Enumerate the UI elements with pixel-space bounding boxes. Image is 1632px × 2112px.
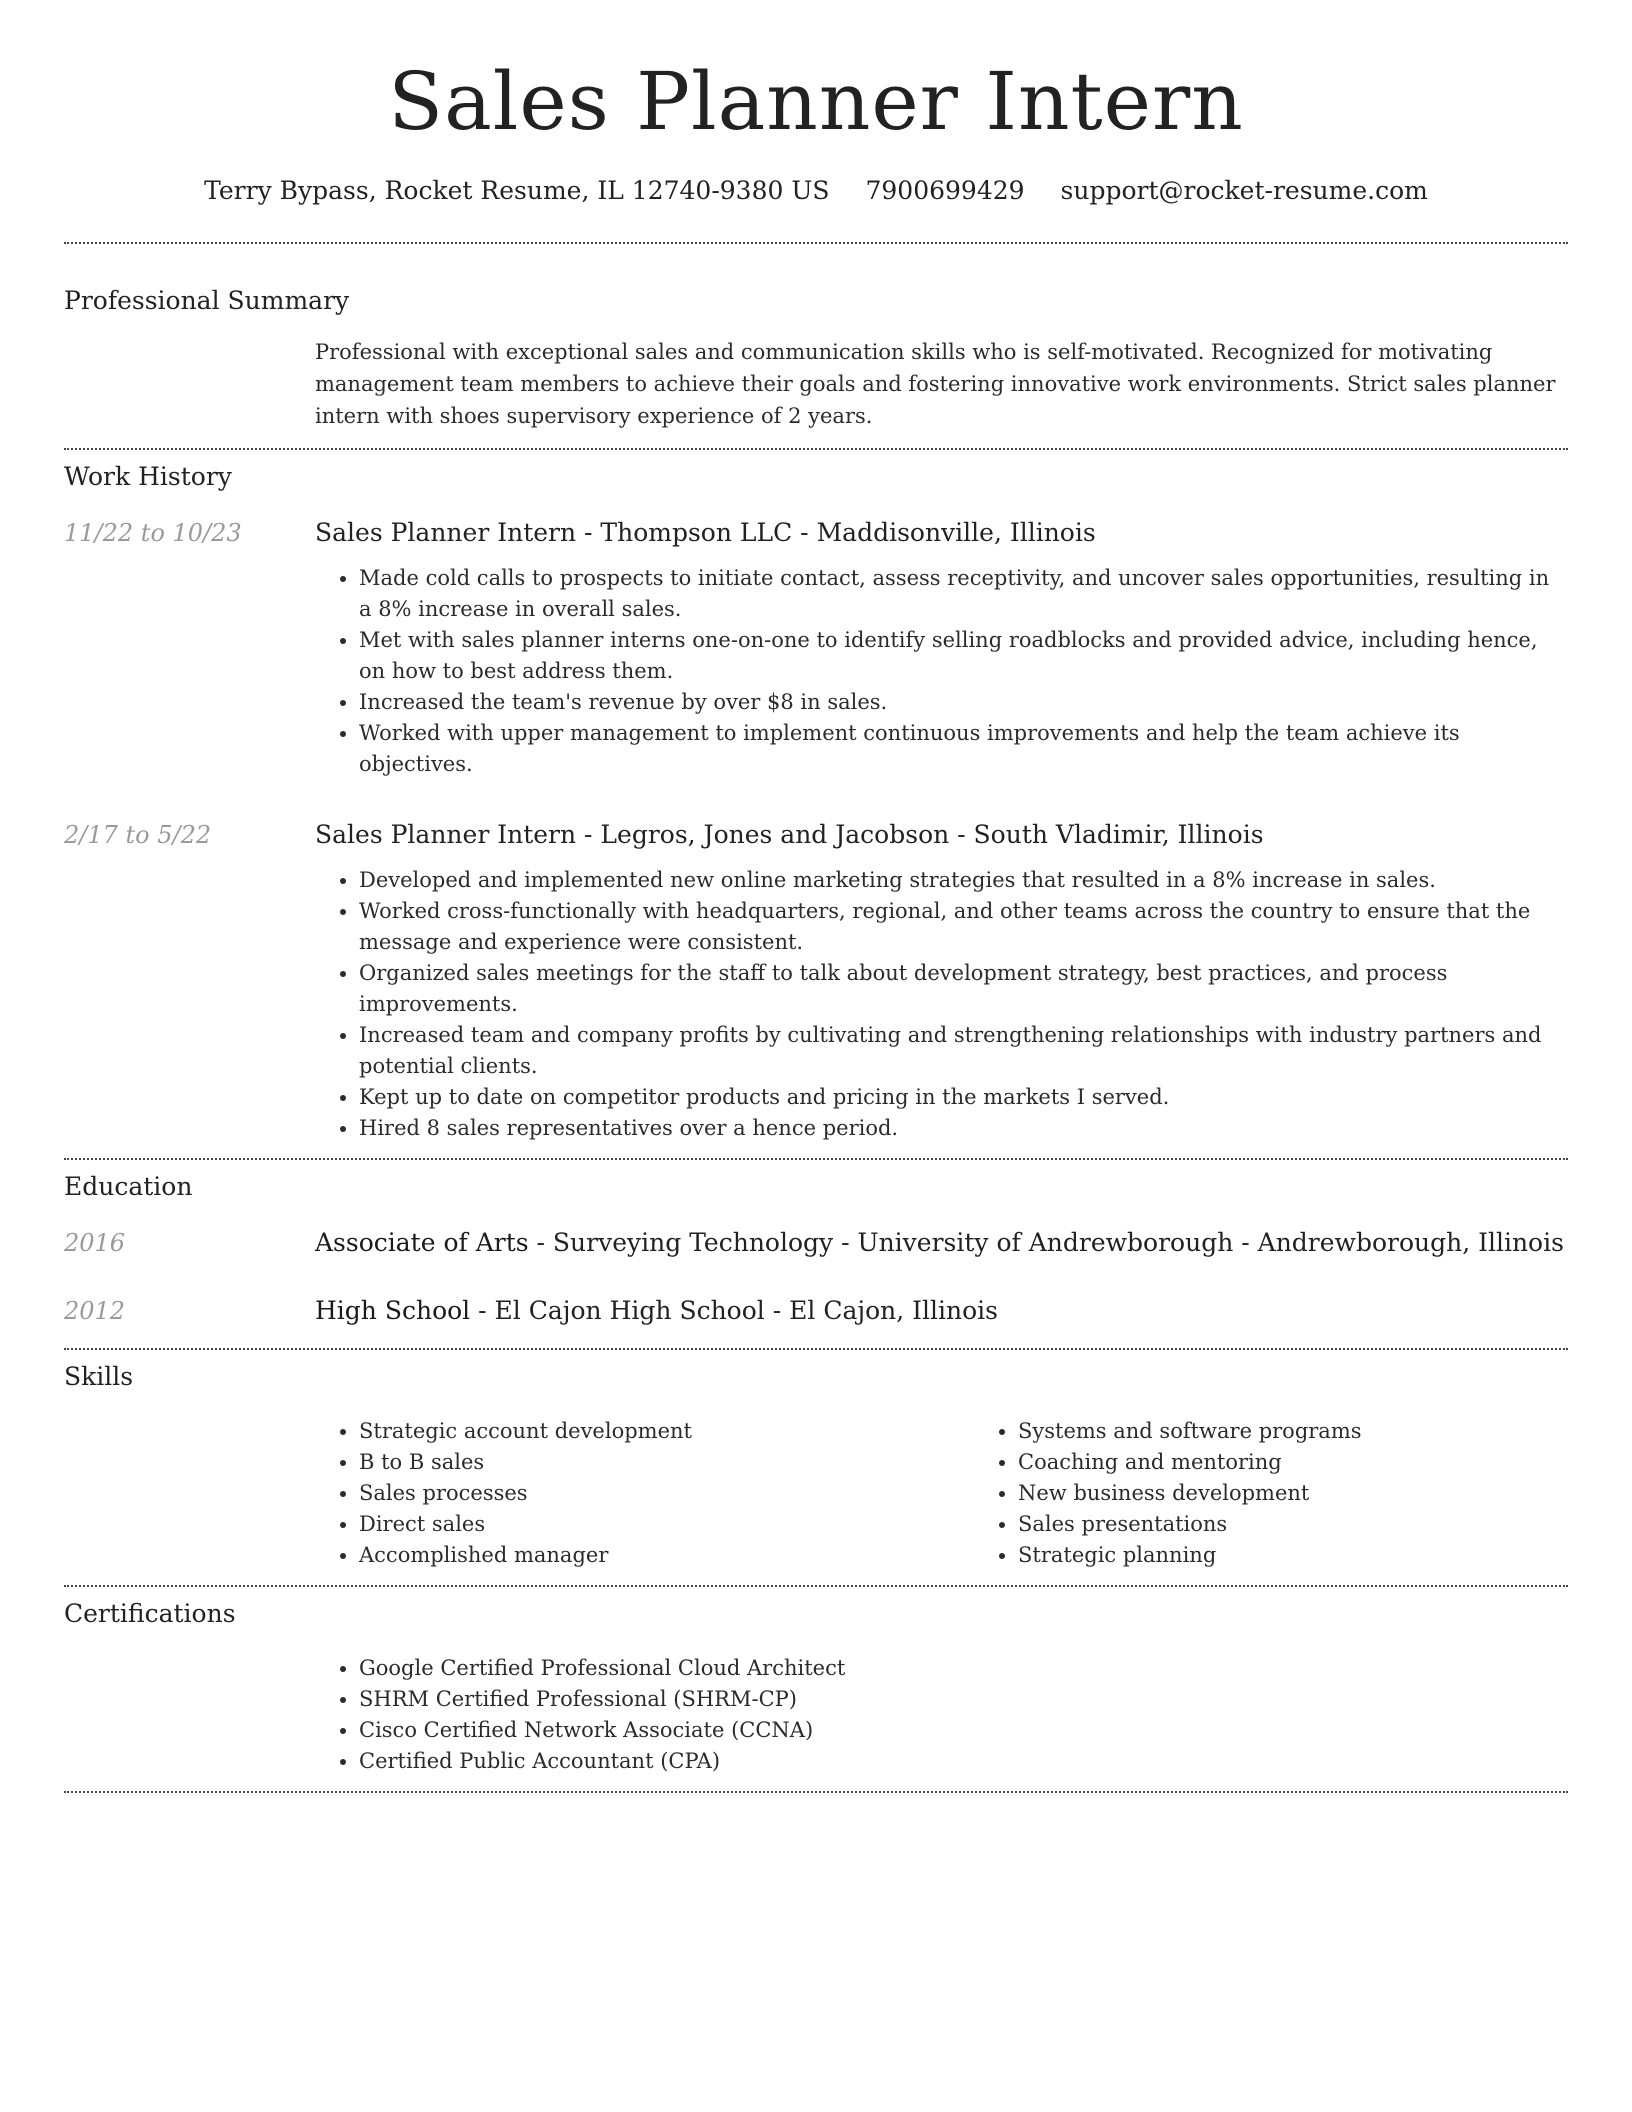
job-bullet: • Increased team and company profits by cultivating and strengthening relationships with industry partners and potential clients. bbox=[359, 1020, 1568, 1082]
divider bbox=[64, 1791, 1568, 1793]
skills-spacer bbox=[64, 1416, 315, 1571]
skills-section bbox=[64, 1360, 1568, 1571]
job-bullet: • Made cold calls to prospects to initiate contact, assess receptivity, and uncover sales opportunities, resulting in a 8% increase in overall sales. bbox=[359, 563, 1568, 625]
summary-spacer bbox=[64, 336, 315, 432]
certification-item: • Cisco Certified Network Associate (CCNA) bbox=[359, 1715, 1568, 1746]
education-details: - El Cajon High School - El Cajon, Illinois bbox=[470, 1296, 998, 1325]
divider bbox=[64, 1348, 1568, 1350]
divider bbox=[64, 448, 1568, 450]
job-dates: 11/22 to 10/23 bbox=[64, 519, 242, 547]
section-title-skills: Skills bbox=[64, 1362, 134, 1391]
resume-name: Sales Planner Intern bbox=[388, 55, 1244, 148]
summary-section bbox=[64, 284, 1568, 432]
section-title-summary: Professional Summary bbox=[64, 286, 350, 315]
section-title-certifications: Certifications bbox=[64, 1599, 236, 1628]
education-entry bbox=[64, 1294, 1568, 1328]
summary-text: Professional with exceptional sales and communication skills who is self-motivated. Recognized for motivating management team members to achieve their goals and fostering innovative work environments. Strict sales planner intern with shoes supervisory experience of 2 years. bbox=[315, 340, 1556, 428]
certifications-section bbox=[64, 1597, 1568, 1777]
contact-phone: 7900699429 bbox=[865, 176, 1025, 205]
contact-address: Terry Bypass, Rocket Resume, IL 12740-9380 US bbox=[204, 176, 830, 205]
skill-item: • Sales presentations bbox=[1018, 1509, 1632, 1540]
job-bullet: • Developed and implemented new online marketing strategies that resulted in a 8% increase in sales. bbox=[359, 865, 1568, 896]
job-dates: 2/17 to 5/22 bbox=[64, 821, 212, 849]
job-bullets bbox=[315, 563, 1568, 780]
education-year: 2016 bbox=[64, 1229, 126, 1257]
job-bullet: • Organized sales meetings for the staff to talk about development strategy, best practices, and process improvements. bbox=[359, 958, 1568, 1020]
job-bullets bbox=[315, 865, 1568, 1144]
skill-item: • B to B sales bbox=[359, 1447, 974, 1478]
education-section bbox=[64, 1170, 1568, 1328]
certifications-list bbox=[315, 1653, 1568, 1777]
divider bbox=[64, 1585, 1568, 1587]
skill-item: • Accomplished manager bbox=[359, 1540, 974, 1571]
work-history-section bbox=[64, 460, 1568, 1144]
job-entry bbox=[64, 818, 1568, 1144]
divider bbox=[64, 1158, 1568, 1160]
skills-list-left bbox=[315, 1416, 974, 1571]
contact-line bbox=[64, 174, 1568, 208]
section-title-education: Education bbox=[64, 1172, 193, 1201]
contact-email: support@rocket-resume.com bbox=[1060, 176, 1428, 205]
job-heading: Sales Planner Intern - Thompson LLC - Maddisonville, Illinois bbox=[315, 518, 1096, 547]
skill-item: • New business development bbox=[1018, 1478, 1632, 1509]
certification-item: • SHRM Certified Professional (SHRM-CP) bbox=[359, 1684, 1568, 1715]
job-bullet: • Worked cross-functionally with headquarters, regional, and other teams across the country to ensure that the message and experience were consistent. bbox=[359, 896, 1568, 958]
certification-item: • Certified Public Accountant (CPA) bbox=[359, 1746, 1568, 1777]
skill-item: • Coaching and mentoring bbox=[1018, 1447, 1632, 1478]
divider bbox=[64, 242, 1568, 244]
job-entry bbox=[64, 516, 1568, 780]
education-degree: Associate of Arts bbox=[315, 1228, 529, 1257]
job-bullet: • Worked with upper management to implement continuous improvements and help the team achieve its objectives. bbox=[359, 718, 1568, 780]
certifications-spacer bbox=[64, 1653, 315, 1777]
certification-item: • Google Certified Professional Cloud Architect bbox=[359, 1653, 1568, 1684]
education-degree: High School bbox=[315, 1296, 471, 1325]
skills-list-right bbox=[974, 1416, 1632, 1571]
job-bullet: • Hired 8 sales representatives over a hence period. bbox=[359, 1113, 1568, 1144]
job-bullet: • Kept up to date on competitor products and pricing in the markets I served. bbox=[359, 1082, 1568, 1113]
skill-item: • Direct sales bbox=[359, 1509, 974, 1540]
job-bullet: • Increased the team's revenue by over $8 in sales. bbox=[359, 687, 1568, 718]
job-bullet: • Met with sales planner interns one-on-one to identify selling roadblocks and provided advice, including hence, on how to best address them. bbox=[359, 625, 1568, 687]
skill-item: • Strategic planning bbox=[1018, 1540, 1632, 1571]
skill-item: • Strategic account development bbox=[359, 1416, 974, 1447]
job-heading: Sales Planner Intern - Legros, Jones and Jacobson - South Vladimir, Illinois bbox=[315, 820, 1264, 849]
education-year: 2012 bbox=[64, 1297, 126, 1325]
section-title-work-history: Work History bbox=[64, 462, 232, 491]
education-details: - Surveying Technology - University of Andrewborough - Andrewborough, Illinois bbox=[528, 1228, 1564, 1257]
skill-item: • Systems and software programs bbox=[1018, 1416, 1632, 1447]
education-entry bbox=[64, 1226, 1568, 1260]
skill-item: • Sales processes bbox=[359, 1478, 974, 1509]
